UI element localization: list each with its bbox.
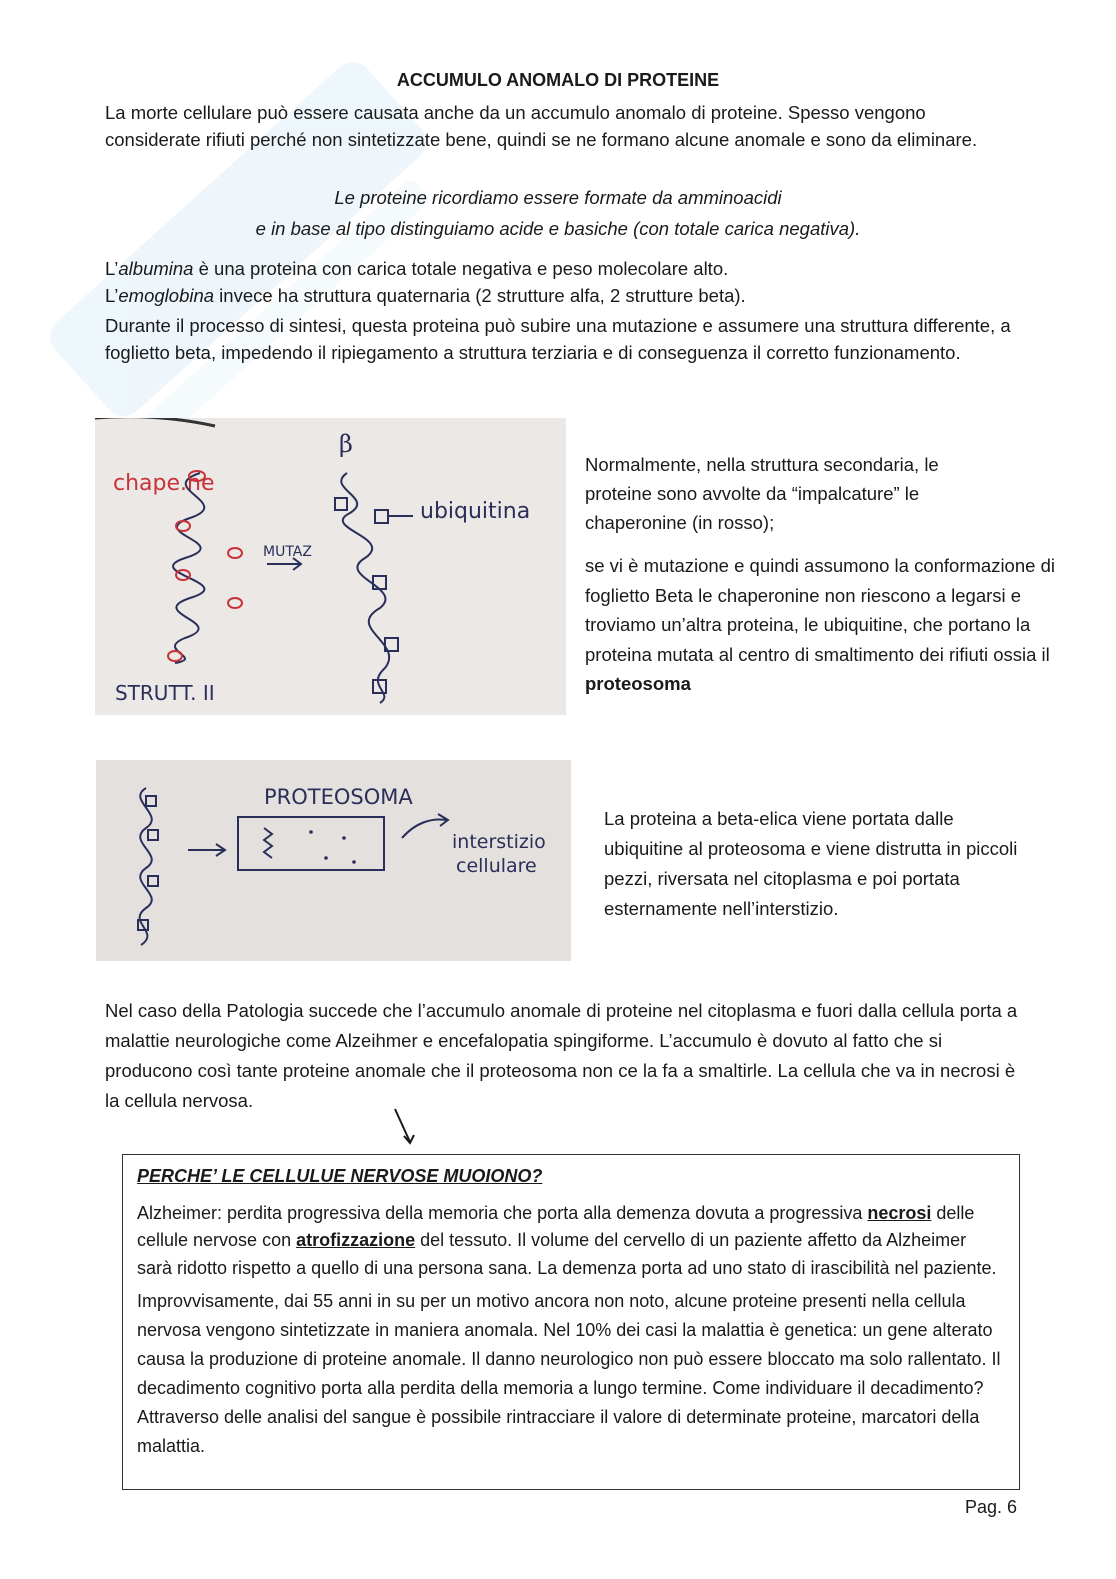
box-heading: PERCHE’ LE CELLULUE NERVOSE MUOIONO? [137,1166,543,1186]
down-arrow-icon [390,1106,420,1148]
italic-note-line-2: e in base al tipo distinguiamo acide e basiche (con totale carica negativa). [255,218,861,239]
strutt-label: STRUTT. II [115,681,215,705]
ubiquitina-label: ubiquitina [420,499,531,524]
proteosoma-sketch [96,760,571,961]
emoglobina-term: emoglobina [118,285,215,306]
figure-protein-structure-photo [95,418,566,715]
beta-label: β [339,430,353,458]
proteosoma-term: proteosoma [585,673,691,694]
box-paragraph-2: Improvvisamente, dai 55 anni in su per un motivo ancora non noto, alcune proteine presenti nella cellula nervosa vengono sintetizzate in maniera anomala. Nel 10% dei casi la malattia è genetica: un gene alterato causa la produzione di proteine anomale. Il danno neurologico non può essere bloccato ma solo rallentato. Il decadimento cognitivo porta alla perdita della memoria a lungo termine. Come individuare il decadimento? Attraverso delle analisi del sangue è possibile rintracciare il valore di determinate proteine, marcatori della malattia. [137,1291,1001,1456]
figure1-caption-2: se vi è mutazione e quindi assumono la conformazione di foglietto Beta le chaperonine non riescono a legarsi e troviamo un’altra proteina, le ubiquitine, che portano la proteina mutata al centro di smaltimento dei rifiuti ossia il proteosoma [585,555,1055,694]
italic-note-line-1: Le proteine ricordiamo essere formate da amminoacidi [334,187,782,208]
page-title: ACCUMULO ANOMALO DI PROTEINE [396,70,720,90]
pathology-paragraph: Nel caso della Patologia succede che l’accumulo anomale di proteine nel citoplasma e fuori dalla cellula porta a malattie neurologiche come Alzeihmer e encefalopatia spingiforme. L’accumulo è dovuto al fatto che si producono così tante proteine anomale che il proteosoma non ce la fa a smaltirle. La cellula che va in necrosi è la cellula nervosa. [105,1000,1018,1111]
albumina-term: albumina [118,258,194,279]
box-paragraph-1: Alzheimer: perdita progressiva della memoria che porta alla demenza dovuta a progressiva necrosi delle cellule nervose con atrofizzazione del tessuto. Il volume del cervello di un paziente affetto da Alzheimer sarà ridotto rispetto a quello di una persona sana. La demenza porta ad uno stato di irascibilità nel paziente. [137,1202,997,1278]
mutaz-label: MUTAZ [263,544,312,560]
atrofizzazione-term: atrofizzazione [296,1230,416,1250]
page-number: Pag. 6 [965,1497,1018,1517]
interstizio-label-2: cellulare [456,855,537,877]
figure1-caption-1: Normalmente, nella struttura secondaria, le proteine sono avvolte da “impalcature” le chaperonine (in rosso); [585,454,939,533]
chaperone-label: chape.ne [113,471,215,496]
alzheimer-box [122,1154,1020,1490]
figure2-caption: La proteina a beta-elica viene portata dalle ubiquitine al proteosoma e viene distrutta in piccoli pezzi, riversata nel citoplasma e poi portata esternamente nell’interstizio. [604,808,1018,919]
intro-paragraph: La morte cellulare può essere causata anche da un accumulo anomalo di proteine. Spesso vengono considerate rifiuti perché non sintetizzate bene, quindi se ne formano alcune anomale e sono da eliminare. [105,102,978,150]
mutation-paragraph: Durante il processo di sintesi, questa proteina può subire una mutazione e assumere una struttura differente, a foglietto beta, impedendo il ripiegamento a struttura terziaria e di conseguenza il corretto funzionamento. [105,315,1011,363]
figure-proteosoma-photo [96,760,571,961]
necrosi-term: necrosi [867,1202,932,1223]
proteosoma-label: PROTEOSOMA [264,785,413,809]
interstizio-label-1: interstizio [452,831,546,853]
albumina-line: L’albumina è una proteina con carica totale negativa e peso molecolare alto. [105,258,729,279]
protein-sketch [95,418,566,715]
emoglobina-line: L’emoglobina invece ha struttura quaternaria (2 strutture alfa, 2 strutture beta). [105,285,746,306]
